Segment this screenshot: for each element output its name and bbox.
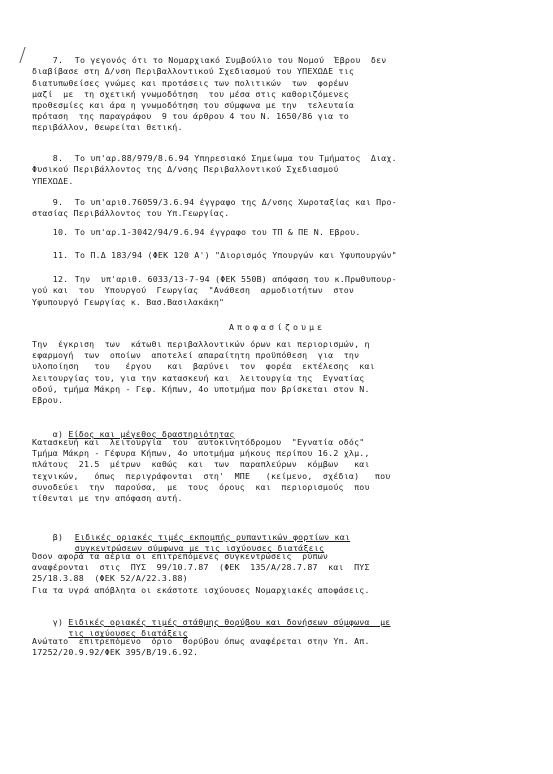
item-text: Το γεγονός ότι το Νομαρχιακό Συμβούλιο του Νομού Έβρου δεν διαβίβασε στη Δ/νση Περιβαλλοντικού Σχεδιασμού του ΥΠΕΧΩΔΕ τις διατυπωθείσες γνώμες και προτάσεις των πολιτικών των φορέων μαζί με τη σχετική γνωμοδότηση του μέσα στις καθοριζόμενες προθεσμίες και άρα η γνωμοδότηση του σύμφωνα με την τελευταία πρόταση της παραγράφου 9 του άρθρου 4 του Ν. 1650/86 για το περιβάλλον, θεωρείται θετική. [32, 55, 387, 133]
item-text: Το Π.Δ 183/94 (ΦΕΚ 120 Α') "Διορισμός Υπουργών και Υφυπουργών" [74, 250, 397, 261]
section-label: β) [52, 532, 64, 543]
section-title: Είδος και μέγεθος δραστηριότητας [68, 429, 235, 440]
item-number: 8. [52, 153, 64, 164]
item-number: 7. [52, 55, 64, 66]
item-text: Το υπ'αριθ.76059/3.6.94 έγγραφο της Δ/νσης Χωροταξίας και Προ- στασίας Περιβάλλοντος του Υπ.Γεωργίας. [32, 197, 397, 219]
section-label: α) [52, 429, 64, 440]
section-title: Ειδικές οριακές τιμές στάθμης θορύβου και δονήσεων σύμφωνα με τις ισχύουσες διατάξεις [68, 617, 391, 639]
section-a-body: Κατασκευή και λειτουργία του αυτοκινητόδρομου "Εγνατία οδός" Τμήμα Μάκρη - Γέφυρα Κήπων, 4ο υποτμήμα μήκους περίπου 16.2 χλμ., πλάτους 21.5 μέτρων καθώς και των παραπλεύρων κόμβων και τεχνικών, όπως περιγράφονται στη' ΜΠΕ (κείμενο, σχέδια) που συνοδεύει την παρούσα, με τους όρους και περιορισμούς που τίθενται με την απόφαση αυτή. [32, 437, 391, 504]
decision-heading: Αποφασίζουμε [229, 322, 325, 332]
item-number: 10. [52, 227, 69, 238]
item-text: Το υπ'αρ.1-3042/94/9.6.94 έγγραφο του ΤΠ & ΠΕ Ν. Εβρου. [74, 227, 361, 238]
intro-paragraph: Την έγκριση των κάτωθι περιβαλλοντικών όρων και περιορισμών, η εφαρμογή των οποίων αποτελεί απαραίτητη προϋπόθεση για την υλοποίηση του έργου και βαρύνει τον φορέα εκτέλεσης και λειτουργίας του, για την κατασκευή και λειτουργία της Εγνατίας οδού, τμήμα Μάκρη - Γεφ. Κήπων, 4ο υποτμήμα που βρίσκεται στον Ν. Εβρου. [32, 339, 375, 406]
item-number: 11. [52, 250, 69, 261]
item-number: 9. [52, 197, 64, 208]
list-item-7 [32, 44, 532, 145]
item-text: Την υπ'αριθ. 6033/13-7-94 (ΦΕΚ 550Β) απόφαση του κ.Πρωθυπουρ- γού και του Υπουργού Γεωργίας "Ανάθεση αρμοδιοτήτων στον Υφυπουργό Γεωργίας κ. Βασ.Βασιλακάκη" [32, 274, 397, 307]
item-number: 12. [52, 274, 69, 285]
section-label: γ) [52, 617, 64, 628]
item-text: Το υπ'αρ.88/979/8.6.94 Υπηρεσιακό Σημείωμα του Τμήματος Διαχ. Φυσικού Περιβάλλοντος της Δ/νσης Περιβαλλοντικού Σχεδιασμού ΥΠΕΧΩΔΕ. [32, 153, 397, 186]
section-title: Ειδικές οριακές τιμές εκπομπής ρυπαντικών φορτίων και συγκεντρώσεων σύμφωνα με τις ισχύουσες διατάξεις [74, 532, 351, 554]
list-item-12 [32, 263, 532, 319]
section-b-body: Όσον αφορά τα αέρια οι επιτρεπόμενες συγκεντρώσεις ρύπων αναφέρονται στις ΠΥΣ 99/10.7.87 (ΦΕΚ 135/Α/28.7.87 και ΠΥΣ 25/18.3.88 (ΦΕΚ 52/Α/22.3.88) Για τα υγρά απόβλητα οι εκάστοτε ισχύουσες Νομαρχιακές αποφάσεις. [32, 551, 370, 595]
section-c-body: Ανώτατο επιτρεπόμενο όριο θορύβου όπως αναφέρεται στην Υπ. Απ. 17252/20.9.92/ΦΕΚ 395/Β/19.6.92. [32, 636, 370, 658]
